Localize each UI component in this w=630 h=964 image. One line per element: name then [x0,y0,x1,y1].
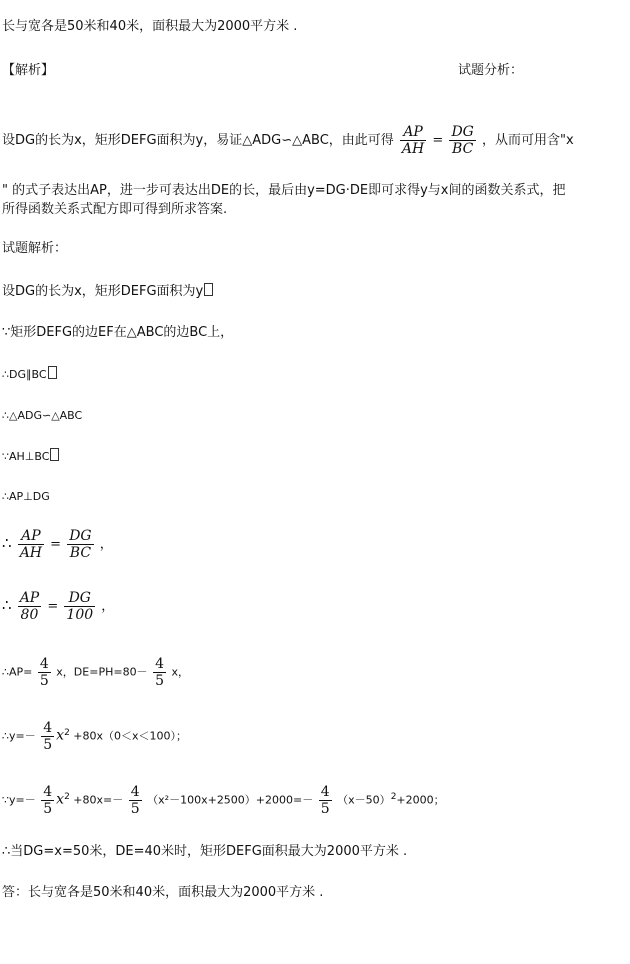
exponent: 2 [390,791,397,802]
step-9 [2,656,189,689]
step-1 [2,283,213,301]
equals-sign: = [50,537,62,552]
step-7 [2,528,113,561]
analysis-text-b: ，从而可用含"x [482,133,574,148]
fraction-4-5 [41,784,54,817]
therefore-symbol: ∴ [2,534,12,552]
fraction-denominator: 5 [155,673,164,689]
step-6: ∴AP⊥DG [2,490,50,503]
equals-sign: = [47,599,59,614]
fraction-denominator: BC [449,140,475,157]
fraction-numerator: 4 [43,784,53,800]
step-11-e: +2000； [396,793,445,807]
step-4: ∴△ADG∽△ABC [2,409,83,422]
fraction-ap-80 [18,590,42,623]
fraction-numerator: 4 [39,656,49,672]
step-1-text: 设DG的长为x，矩形DEFG面积为y [2,284,204,299]
top-answer: 长与宽各是50米和40米，面积最大为2000平方米 . [2,19,298,34]
fraction-numerator: 4 [43,720,53,736]
fraction-denominator: 100 [66,607,94,623]
fraction-numerator: AP [21,528,41,544]
analysis-paragraph-2: " 的式子表达出AP，进一步可表达出DE的长，最后由y=DG·DE即可求得y与x间的函数关系式，把 [2,183,566,198]
step-3-text: ∴DG∥BC [2,368,47,381]
fraction-denominator: 5 [39,673,49,689]
exponent: 2 [64,791,70,802]
fraction-denominator: 5 [43,737,53,753]
fraction-ap-ah [18,528,44,561]
box-glyph-icon [48,366,57,379]
step-9-c: x， [171,665,189,679]
step-10-a: ∴y=－ [2,729,36,743]
fraction-dg-bc [449,124,475,157]
fraction-numerator: AP [19,590,40,606]
analysis-paragraph-3: 所得函数关系式配方即可得到所求答案. [2,202,228,217]
fraction-numerator: DG [68,590,91,606]
fraction-denominator: 5 [130,801,140,817]
step-12: ∴当DG=x=50米，DE=40米时，矩形DEFG面积最大为2000平方米 . [2,844,408,859]
box-glyph-icon [204,283,213,296]
x-variable: x [56,727,65,744]
fraction-denominator: BC [67,544,93,561]
fraction-dg-bc [67,528,93,561]
fraction-numerator: 4 [155,656,164,672]
fraction-denominator: AH [401,141,425,157]
fraction-denominator: 5 [43,801,53,817]
step-2: ∵矩形DEFG的边EF在△ABC的边BC上， [2,325,234,340]
step-9-a: ∴AP= [2,665,33,679]
fraction-numerator: DG [69,528,92,544]
fraction-4-5 [38,656,51,689]
exponent: 2 [64,727,70,738]
fraction-numerator: DG [451,124,474,140]
step-11 [2,784,445,817]
fraction-dg-100 [64,590,95,623]
step-10-b: +80x（0＜x＜100）； [73,729,188,743]
fraction-4-5 [41,720,54,753]
step-8 [2,590,114,623]
fraction-ap-ah [400,124,426,157]
step-3 [2,366,57,384]
analysis-text-a: 设DG的长为x，矩形DEFG面积为y，易证△ADG∽△ABC，由此可得 [2,133,394,148]
therefore-symbol: ∴ [2,596,12,614]
final-answer: 答：长与宽各是50米和40米，面积最大为2000平方米 . [2,885,324,900]
fraction-denominator: 80 [18,606,42,623]
step-5-text: ∵AH⊥BC [2,450,50,463]
analysis-label: 试题分析： [458,63,524,78]
step-11-c: （x²－100x+2500）+2000=－ [147,793,314,807]
fraction-4-5 [153,656,166,689]
fraction-4-5 [319,784,332,817]
step-9-b: x，DE=PH=80－ [56,665,148,679]
fraction-denominator: AH [19,545,43,561]
fraction-numerator: AP [403,124,423,140]
box-glyph-icon [50,448,59,461]
step-11-d: （x－50） [337,793,391,807]
fraction-numerator: 4 [320,784,330,800]
jiexi-label: 【解析】 [2,63,55,78]
step-10 [2,720,187,753]
step-11-a: ∵y=－ [2,793,36,807]
step-11-b: +80x=－ [73,793,124,807]
fraction-numerator: 4 [130,784,140,800]
step-5 [2,448,59,466]
fraction-4-5 [129,784,142,817]
x-variable: x [56,791,65,808]
analysis-paragraph-1 [2,124,574,157]
solution-label: 试题解析： [2,241,68,256]
fraction-denominator: 5 [320,801,330,817]
step-8-end: ， [101,599,115,614]
step-7-end: ， [99,537,113,552]
equals-sign: = [432,133,444,148]
